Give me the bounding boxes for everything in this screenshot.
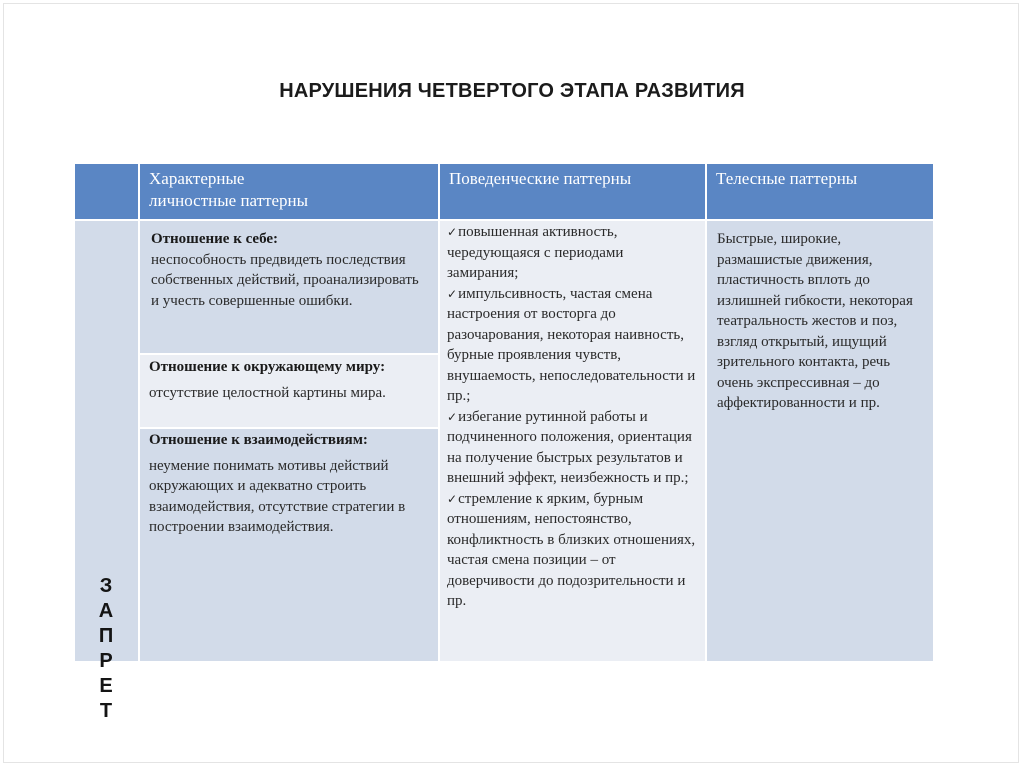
personality-self-cell: [139, 220, 439, 354]
bodily-cell: [706, 220, 933, 661]
personality-world-cell: [139, 354, 439, 428]
behavioral-item: ✓импульсивность, частая смена настроения от восторга до разочарования, некоторая наивность, бурные проявления чувств, внушаемость, непоследовательности и пр.;: [447, 285, 696, 404]
side-label: [75, 574, 137, 724]
checkmark-icon: ✓: [447, 409, 458, 424]
personality-world-heading: Отношение к окружающему миру:: [149, 359, 386, 375]
side-label-cell: [75, 220, 139, 722]
header-personality-line-1: Характерные: [149, 169, 245, 188]
header-blank-cell: [75, 164, 139, 220]
behavioral-item: ✓повышенная активность, чередующаяся с периодами замирания;: [447, 224, 624, 281]
behavioral-cell: [439, 220, 706, 661]
side-letter: Р: [99, 650, 113, 672]
behavioral-item: ✓стремление к ярким, бурным отношениям, непостоянство, конфликтность в близких отношениях, частая смена позиции – от доверчивости до подозрительности и пр.: [447, 490, 696, 609]
header-personality: [139, 164, 439, 220]
personality-self-text: неспособность предвидеть последствия собственных действий, проанализировать и учесть совершенные ошибки.: [151, 251, 419, 309]
personality-interaction-cell: [139, 428, 439, 661]
personality-self-heading: Отношение к себе:: [151, 231, 279, 247]
header-personality-line-2: личностные паттерны: [149, 191, 309, 210]
grid-line: [139, 427, 439, 429]
side-letter: З: [99, 575, 113, 597]
page-title: НАРУШЕНИЯ ЧЕТВЕРТОГО ЭТАПА РАЗВИТИЯ: [279, 80, 745, 102]
grid-line: [705, 164, 707, 661]
checkmark-icon: ✓: [447, 491, 458, 506]
side-letter: А: [98, 600, 114, 622]
grid-line: [438, 164, 440, 661]
side-letter: Е: [99, 675, 113, 697]
bodily-text: Быстрые, широкие, размашистые движения, пластичность вплоть до излишней гибкости, некоторая театральность жестов и поз, взгляд открытый, ищущий зрительного контакта, речь очень экспрессивная – до аффектированности и пр.: [717, 231, 913, 411]
side-letter: П: [98, 625, 114, 647]
personality-interaction-heading: Отношение к взаимодействиям:: [149, 432, 368, 448]
grid-line: [138, 164, 140, 661]
grid-line: [75, 219, 933, 221]
header-behavioral: Поведенческие паттерны: [439, 164, 706, 220]
header-bodily: Телесные паттерны: [706, 164, 933, 220]
side-letter: Т: [99, 700, 113, 722]
checkmark-icon: ✓: [447, 286, 458, 301]
personality-world-text: отсутствие целостной картины мира.: [149, 384, 386, 401]
personality-interaction-text: неумение понимать мотивы действий окружающих и адекватно строить взаимодействия, отсутствие стратегии в построении взаимодействия.: [149, 457, 406, 535]
checkmark-icon: ✓: [447, 225, 458, 239]
grid-line: [139, 353, 439, 355]
behavioral-item: ✓избегание рутинной работы и подчиненного положения, ориентация на получение быстрых результатов и внешний эффект, неизбежность и пр.;: [447, 408, 692, 486]
